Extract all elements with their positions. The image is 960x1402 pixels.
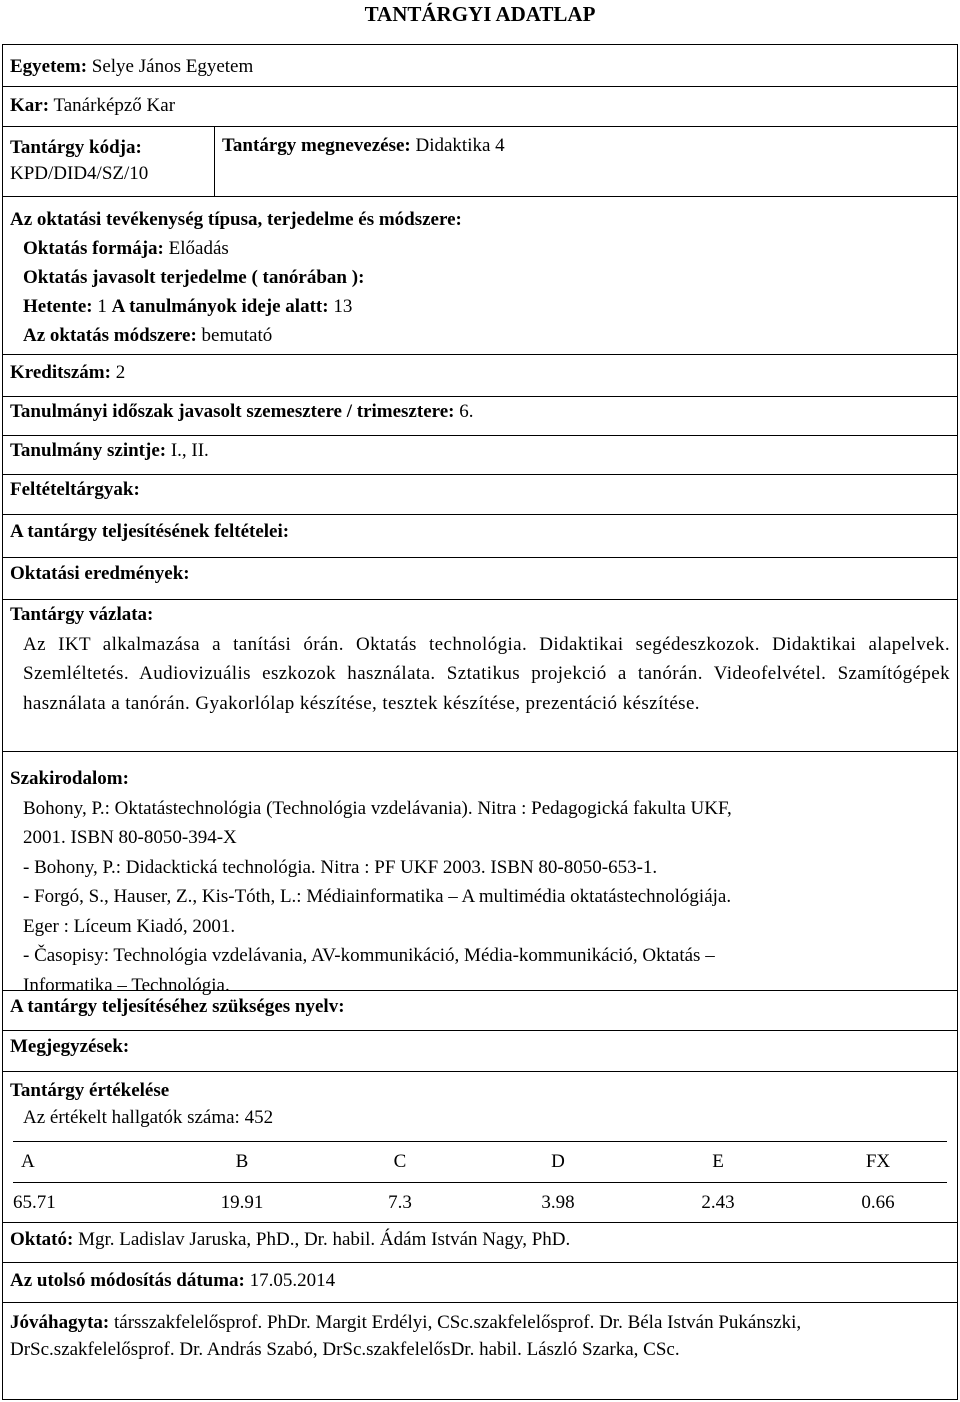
semester-row [3, 397, 957, 436]
course-name-label: Tantárgy megnevezése: [222, 135, 411, 156]
university-row [3, 45, 957, 87]
course-code-cell [3, 127, 215, 196]
grade-header-row [3, 1141, 957, 1182]
credits-value: 2 [115, 362, 126, 383]
grade-value: 2.43 [701, 1192, 735, 1213]
grade-letter: E [712, 1151, 724, 1172]
literature-line: 2001. ISBN 80-8050-394-X [23, 827, 237, 848]
conditions-label: A tantárgy teljesítésének feltételei: [10, 521, 290, 542]
course-data-sheet [2, 44, 958, 1400]
course-code-label: Tantárgy kódja: [10, 137, 142, 158]
grade-value-row [3, 1182, 957, 1223]
level-value: I., II. [170, 440, 209, 461]
evaluation-count: Az értékelt hallgatók száma: 452 [23, 1107, 274, 1128]
approved-row [3, 1303, 957, 1401]
activity-scope-label: Oktatás javasolt terjedelme ( tanórában ): [23, 267, 365, 288]
prerequisites-label: Feltételtárgyak: [10, 479, 140, 500]
literature-line: Eger : Líceum Kiadó, 2001. [23, 915, 236, 937]
modified-label: Az utolsó módosítás dátuma: [10, 1270, 245, 1291]
teacher-row [3, 1223, 957, 1263]
faculty-row [3, 87, 957, 127]
evaluation-row [3, 1072, 957, 1223]
activity-form-value: Előadás [168, 238, 229, 259]
literature-list [10, 794, 950, 1001]
activity-total-label: A tanulmányok ideje alatt: [111, 296, 329, 317]
activity-heading: Az oktatási tevékenység típusa, terjedelme és módszere: [10, 209, 462, 230]
level-label: Tanulmány szintje: [10, 440, 167, 461]
outline-text: Az IKT alkalmazása a tanítási órán. Oktatás technológia. Didaktikai segédeszkozok. Didaktikai alapelvek. Szemléltetés. Audiovizuális eszkozok használata. Sztatikus projekció a tanórán. Videofelvétel. Szamítógépek használata a tanórán. Gyakorlólap készítése, tesztek készítése, prezentáció készítése. [23, 633, 950, 714]
literature-line: - Časopisy: Technológia vzdelávania, AV-kommunikáció, Média-kommunikáció, Oktatás – [23, 945, 715, 966]
prerequisites-row [3, 475, 957, 515]
activity-method-label: Az oktatás módszere: [23, 325, 197, 346]
grade-value: 0.66 [861, 1192, 895, 1213]
outline-label: Tantárgy vázlata: [10, 604, 154, 625]
literature-line: Informatika – Technológia. [23, 974, 230, 996]
credits-row [3, 355, 957, 397]
grade-letter: B [235, 1151, 249, 1172]
approved-label: Jóváhagyta: [10, 1312, 110, 1333]
grade-letter: FX [865, 1151, 891, 1172]
notes-row [3, 1031, 957, 1072]
conditions-row [3, 515, 957, 558]
credits-label: Kreditszám: [10, 362, 111, 383]
outcomes-label: Oktatási eredmények: [10, 563, 190, 584]
literature-line: - Forgó, S., Hauser, Z., Kis-Tóth, L.: Médiainformatika – A multimédia oktatástechnológiája. [23, 886, 732, 907]
approved-value: társszakfelelősprof. PhDr. Margit Erdélyi, CSc.szakfelelősprof. Dr. Béla István Pukánszki, DrSc.szakfelelősprof. Dr. András Szabó, DrSc.szakfelelősDr. habil. László Szarka, CSc. [10, 1312, 802, 1360]
teacher-value: Mgr. Ladislav Jaruska, PhD., Dr. habil. Ádám István Nagy, PhD. [78, 1229, 571, 1250]
grade-value: 19.91 [220, 1192, 264, 1213]
literature-row [3, 752, 957, 996]
grade-letter: C [393, 1151, 407, 1172]
activity-form-label: Oktatás formája: [23, 238, 164, 259]
literature-line: Bohony, P.: Oktatástechnológia (Technológia vzdelávania). Nitra : Pedagogická fakulta UKF, [23, 797, 732, 819]
literature-line: - Bohony, P.: Didacktická technológia. Nitra : PF UKF 2003. ISBN 80-8050-653-1. [23, 856, 658, 878]
literature-label: Szakirodalom: [10, 768, 129, 789]
grade-value: 3.98 [541, 1192, 575, 1213]
outcomes-row [3, 558, 957, 600]
evaluation-label: Tantárgy értékelése [10, 1080, 170, 1101]
modified-value: 17.05.2014 [249, 1270, 336, 1291]
activity-weekly-label: Hetente: [23, 296, 93, 317]
grade-value: 65.71 [13, 1192, 56, 1213]
activity-row [3, 197, 957, 355]
activity-weekly-value: 1 [97, 296, 107, 317]
language-label: A tantárgy teljesítéséhez szükséges nyelv: [10, 996, 345, 1017]
activity-method-value: bemutató [201, 325, 273, 346]
notes-label: Megjegyzések: [10, 1036, 130, 1057]
teacher-label: Oktató: [10, 1229, 74, 1250]
semester-label: Tanulmányi időszak javasolt szemesztere / trimesztere: [10, 401, 455, 422]
faculty-value: Tanárképző Kar [53, 95, 176, 116]
page-title: TANTÁRGYI ADATLAP [364, 2, 596, 26]
outline-row [3, 600, 957, 752]
modified-row [3, 1263, 957, 1303]
language-row [3, 991, 957, 1031]
course-name-value: Didaktika 4 [415, 135, 505, 156]
course-id-row [3, 127, 957, 197]
grade-value: 7.3 [388, 1192, 412, 1213]
activity-total-value: 13 [333, 296, 353, 317]
course-name-cell [215, 127, 957, 196]
grade-letter: D [551, 1151, 565, 1172]
semester-value: 6. [459, 401, 474, 422]
course-code-value: KPD/DID4/SZ/10 [10, 163, 149, 184]
faculty-label: Kar: [10, 95, 50, 116]
grade-letter: A [21, 1151, 35, 1172]
university-value: Selye János Egyetem [91, 56, 254, 77]
university-label: Egyetem: [10, 56, 88, 77]
level-row [3, 436, 957, 475]
